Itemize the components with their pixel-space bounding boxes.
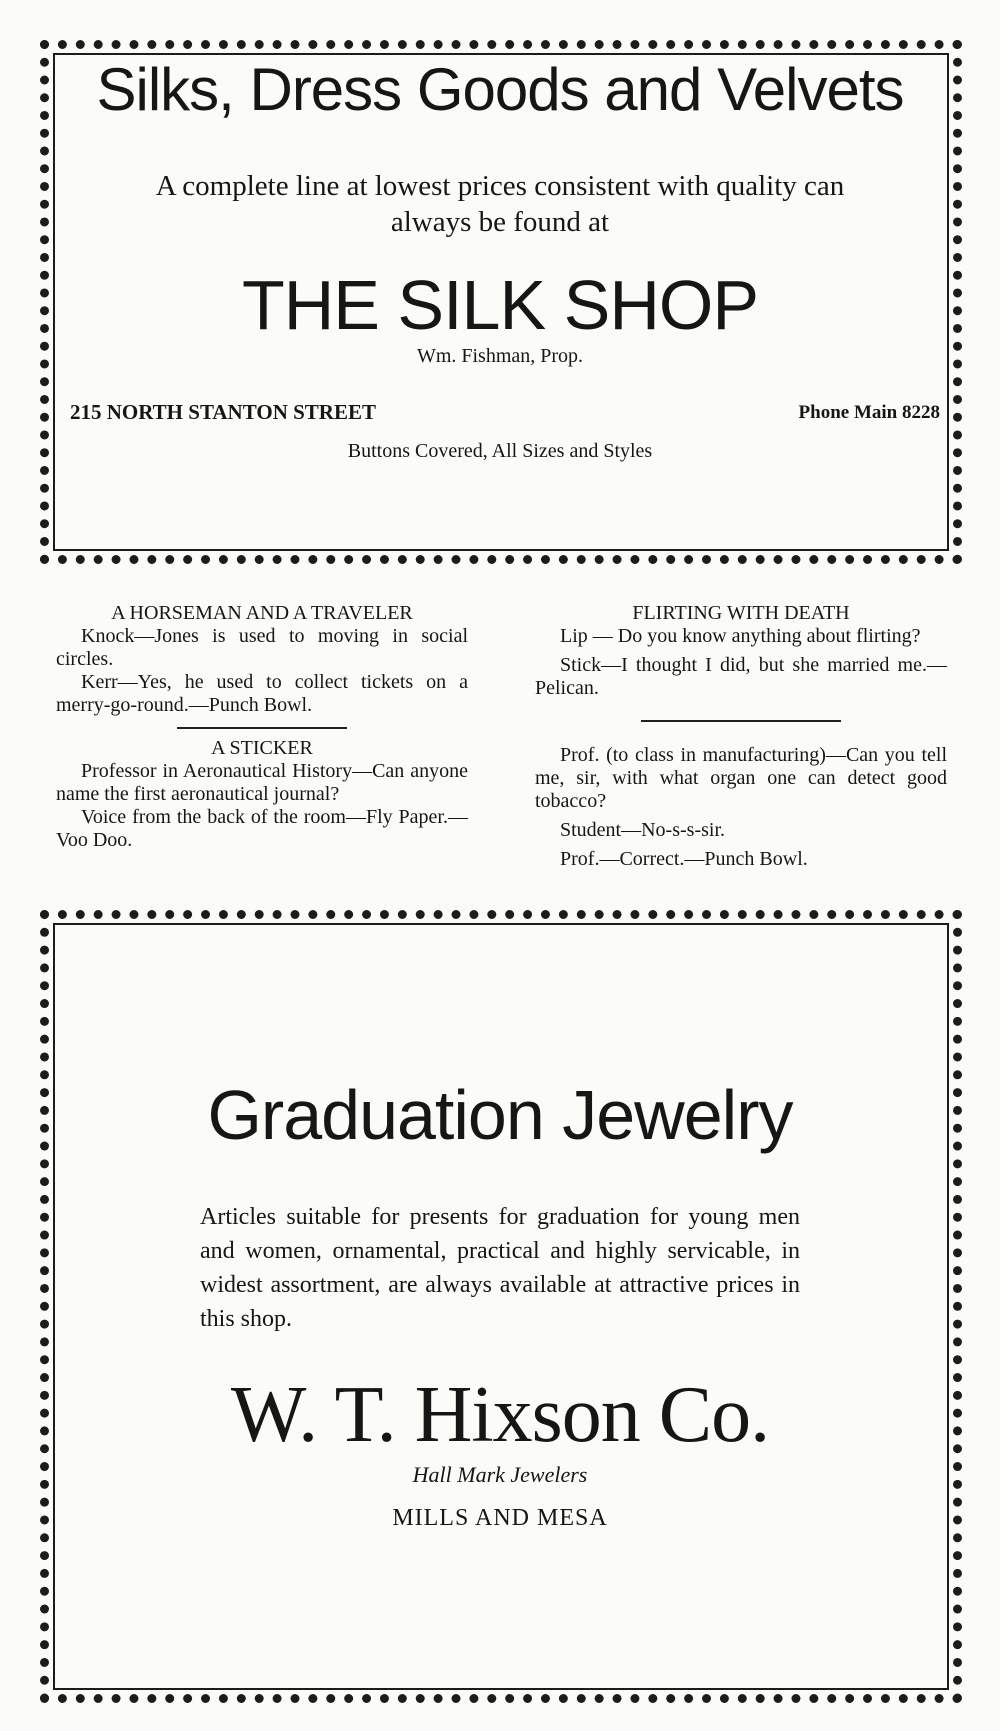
divider <box>177 727 347 729</box>
joke-line: Knock—Jones is used to moving in social circles. <box>56 625 468 670</box>
joke-title: A HORSEMAN AND A TRAVELER <box>111 602 413 624</box>
joke-line: Voice from the back of the room—Fly Paper.—Voo Doo. <box>56 806 468 851</box>
firm-tagline: Hall Mark Jewelers <box>412 1462 588 1487</box>
joke-line: Lip — Do you know anything about flirting? <box>560 625 921 647</box>
jewelry-lead-text: Articles suitable for presents for graduation for young men and women, ornamental, practical and highly servicable, in widest assortment, are always available at attractive prices in this shop. <box>200 1204 800 1332</box>
joke-line: Stick—I thought I did, but she married me.—Pelican. <box>535 654 947 699</box>
silk-headline: Silks, Dress Goods and Velvets <box>96 56 904 123</box>
joke-line: Student—No-s-s-sir. <box>560 819 725 841</box>
firm-name: W. T. Hixson Co. <box>230 1371 770 1459</box>
shop-name: THE SILK SHOP <box>241 266 759 344</box>
buttons-line: Buttons Covered, All Sizes and Styles <box>347 440 653 462</box>
shop-phone: Phone Main 8228 <box>798 402 940 423</box>
joke-line: Prof.—Correct.—Punch Bowl. <box>560 848 808 870</box>
proprietor: Wm. Fishman, Prop. <box>416 345 584 367</box>
divider <box>641 720 841 722</box>
joke-title: FLIRTING WITH DEATH <box>632 602 850 624</box>
firm-location: MILLS AND MESA <box>392 1505 608 1531</box>
shop-address: 215 NORTH STANTON STREET <box>70 400 376 424</box>
joke-line: Professor in Aeronautical History—Can anyone name the first aeronautical journal? <box>56 760 468 805</box>
jewelry-headline: Graduation Jewelry <box>207 1076 793 1154</box>
silk-lead-text: A complete line at lowest prices consistent with quality can always be found at <box>155 170 845 238</box>
joke-title: A STICKER <box>211 737 313 759</box>
jokes-right-column <box>535 602 947 877</box>
jokes-left-column <box>56 602 468 852</box>
joke-line: Kerr—Yes, he used to collect tickets on a merry-go-round.—Punch Bowl. <box>56 671 468 716</box>
joke-line: Prof. (to class in manufacturing)—Can you tell me, sir, with what organ one can detect good tobacco? <box>535 744 947 812</box>
